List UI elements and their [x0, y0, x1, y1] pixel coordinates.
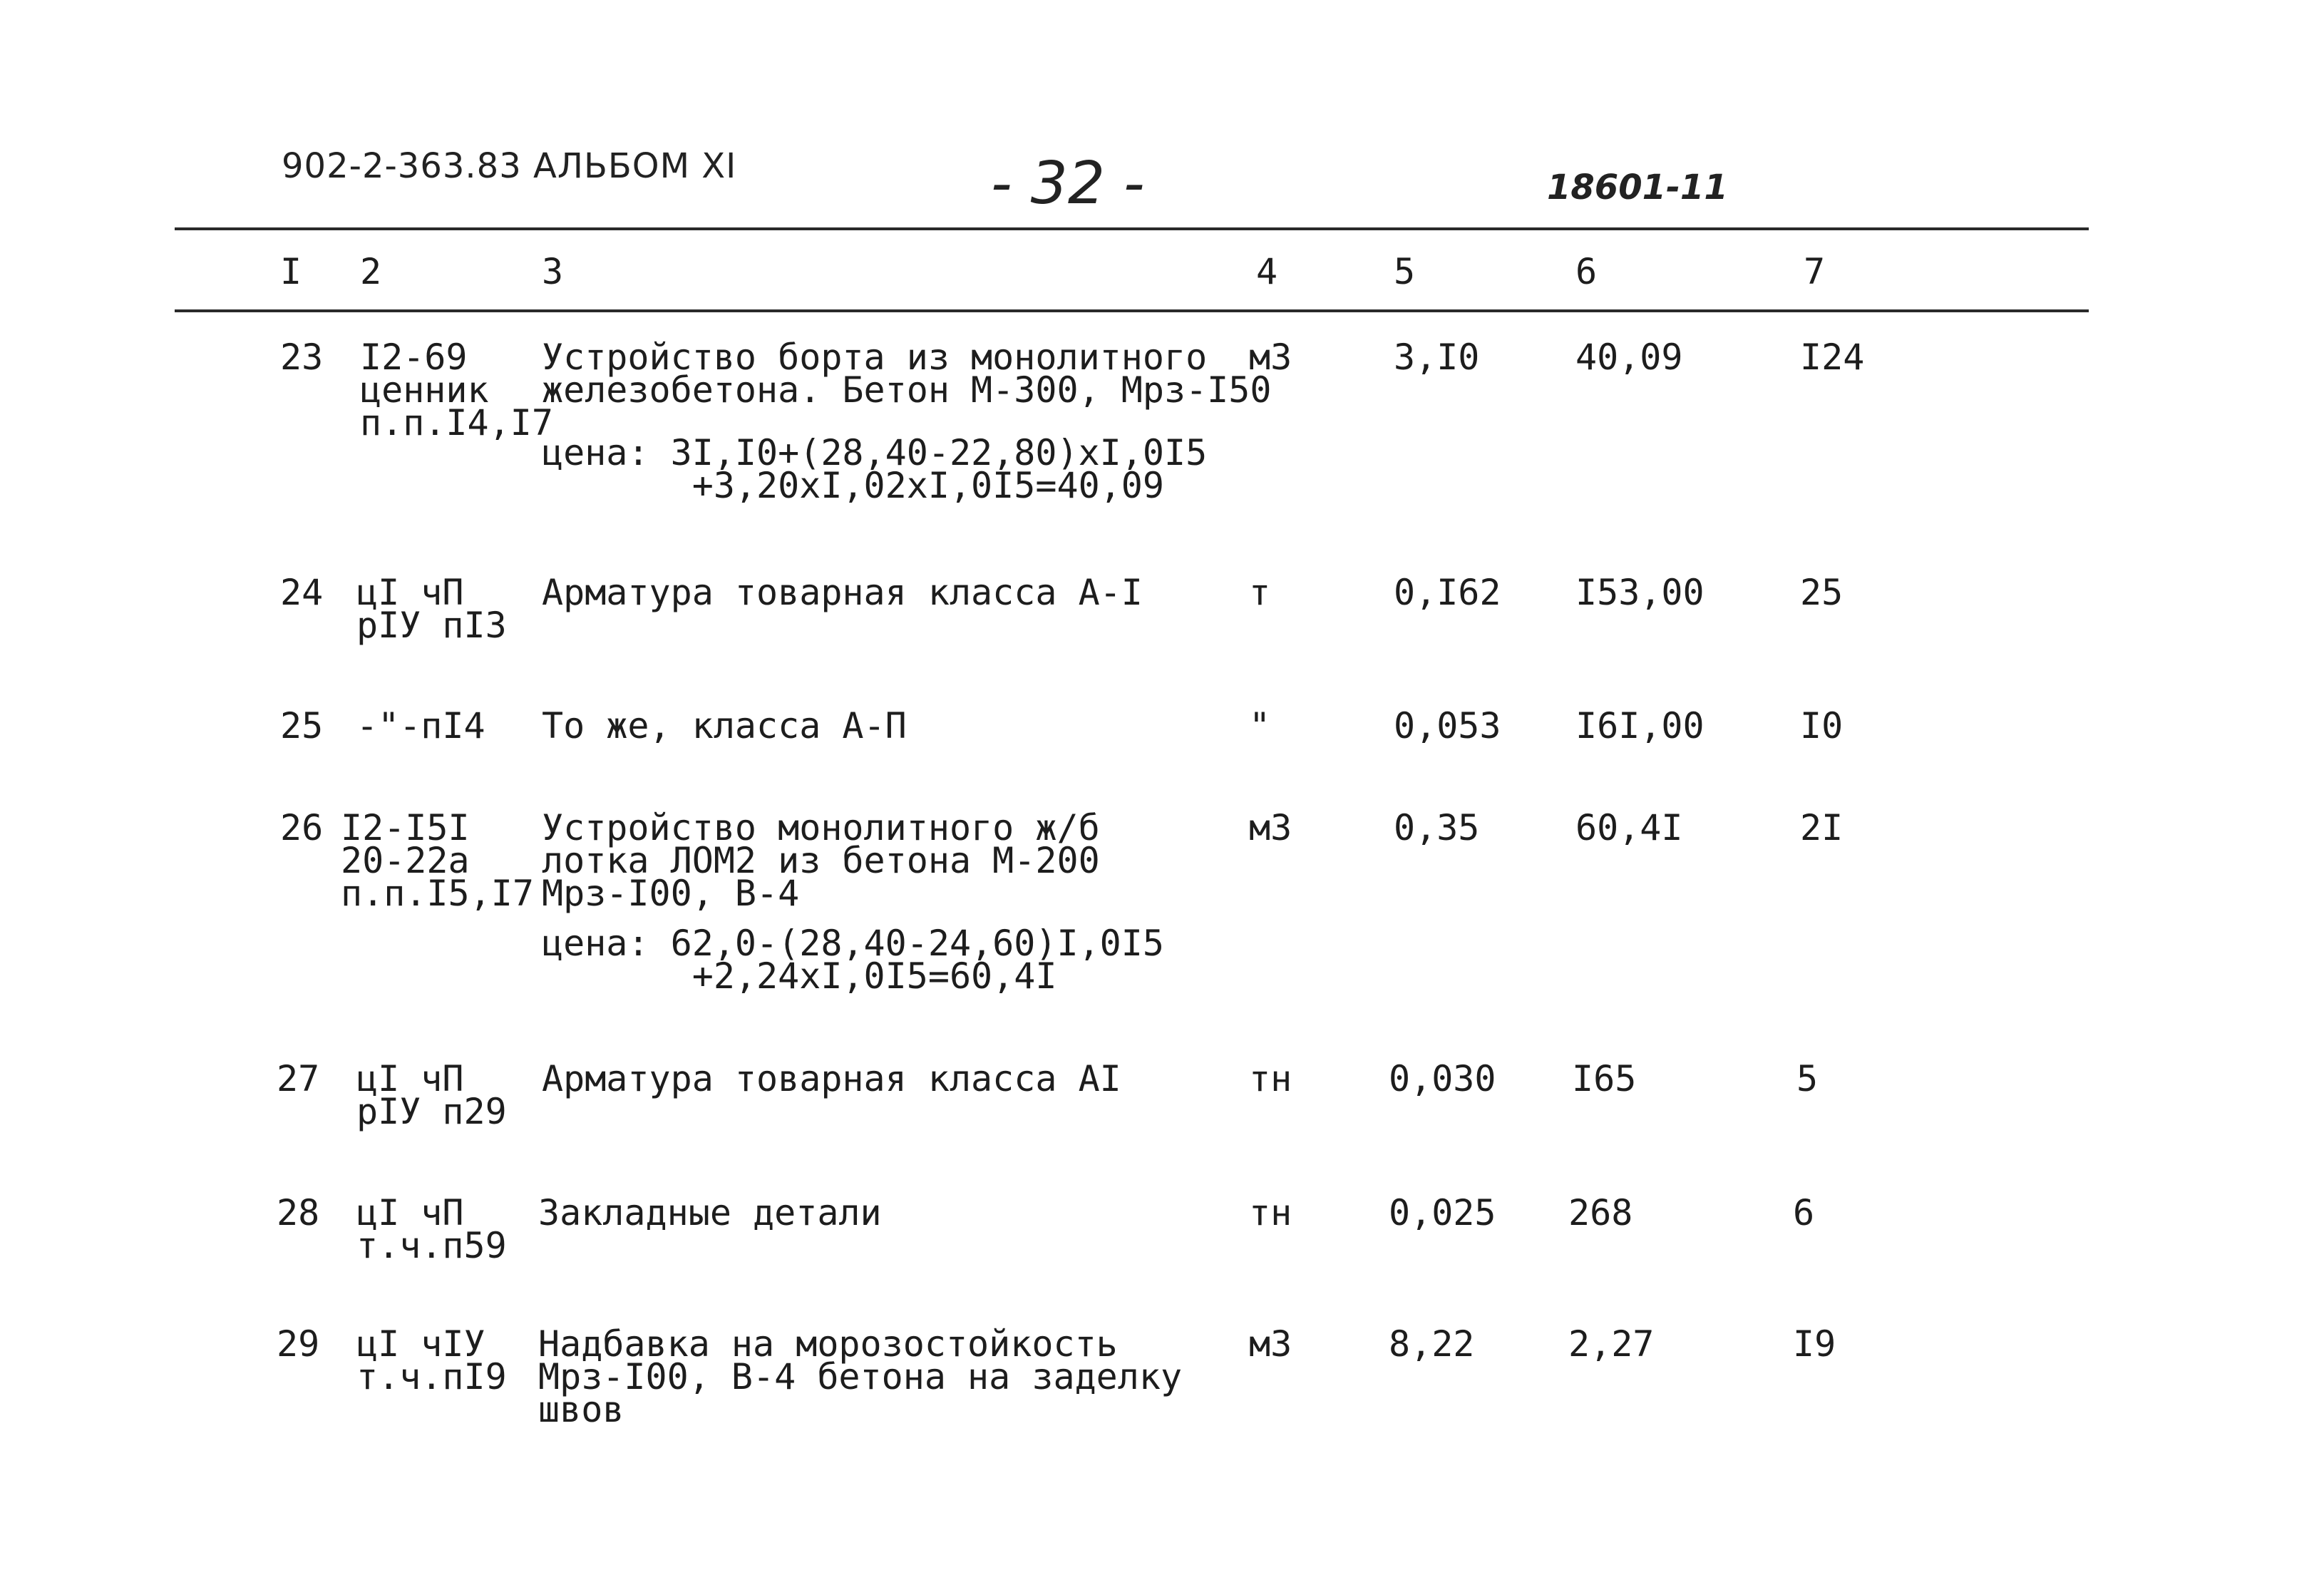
row-unit-price: I53,00 [1575, 572, 1705, 613]
row-total: 2I [1800, 807, 1844, 848]
row-total: 25 [1800, 572, 1844, 613]
row-total: I24 [1800, 337, 1865, 378]
page-number: - 32 - [991, 150, 1145, 217]
row-total: I9 [1793, 1323, 1836, 1365]
row-code: цI чП рIУ п29 [356, 1058, 507, 1132]
row-number: 25 [280, 705, 324, 747]
row-unit: м3 [1249, 807, 1292, 848]
row-name: Устройство монолитного ж/б лотка ЛОМ2 из бетона М-200 Мрз-I00, В-4 [542, 807, 1100, 914]
row-unit: " [1249, 705, 1271, 747]
document-reference: 18601-11 [1547, 168, 1728, 207]
price-calculation: цена: 62,0-(28,40-24,60)I,0I5 +2,24хI,0I5=60,4I [542, 923, 1164, 997]
row-number: 24 [280, 572, 324, 613]
row-quantity: 0,025 [1389, 1192, 1496, 1233]
price-calculation: цена: 3I,I0+(28,40-22,80)хI,0I5 +3,20хI,02хI,0I5=40,09 [542, 432, 1208, 506]
table-top-rule [175, 227, 2089, 230]
row-code: I2-I5I 20-22а п.п.I5,I7 [341, 807, 534, 914]
row-unit-price: I6I,00 [1575, 705, 1705, 747]
row-number: 27 [277, 1058, 320, 1099]
row-name: Закладные детали [538, 1192, 882, 1233]
column-header: 7 [1804, 251, 1826, 292]
row-code: цI чIУ т.ч.пI9 [356, 1323, 507, 1397]
row-number: 26 [280, 807, 324, 848]
row-total: 5 [1796, 1058, 1819, 1099]
row-name: Арматура товарная класса А-I [542, 572, 1143, 613]
column-header: 6 [1575, 251, 1598, 292]
row-unit-price: 268 [1568, 1192, 1633, 1233]
row-unit: тн [1249, 1192, 1292, 1233]
row-unit: м3 [1249, 337, 1292, 378]
row-number: 23 [280, 337, 324, 378]
row-unit-price: I65 [1572, 1058, 1637, 1099]
row-quantity: 0,I62 [1394, 572, 1501, 613]
row-unit-price: 2,27 [1568, 1323, 1655, 1365]
column-header: 5 [1394, 251, 1416, 292]
row-name: Устройство борта из монолитного железобетона. Бетон М-300, Мрз-I50 [542, 337, 1272, 411]
column-header: I [280, 251, 302, 292]
row-code: -"-пI4 [356, 705, 485, 747]
column-header: 3 [542, 251, 564, 292]
row-unit-price: 60,4I [1575, 807, 1683, 848]
table-header-rule [175, 309, 2089, 312]
row-name: Надбавка на морозостойкость Мрз-I00, В-4 бетона на заделку швов [538, 1323, 1183, 1430]
column-header: 4 [1256, 251, 1278, 292]
row-name: Арматура товарная класса АI [542, 1058, 1121, 1099]
row-name: То же, класса А-П [542, 705, 907, 747]
row-quantity: 0,35 [1394, 807, 1480, 848]
row-quantity: 0,030 [1389, 1058, 1496, 1099]
row-unit: м3 [1249, 1323, 1292, 1365]
row-number: 29 [277, 1323, 320, 1365]
row-total: 6 [1793, 1192, 1815, 1233]
row-quantity: 8,22 [1389, 1323, 1475, 1365]
column-header: 2 [360, 251, 382, 292]
row-unit: тн [1249, 1058, 1292, 1099]
row-code: цI чП т.ч.п59 [356, 1192, 507, 1266]
document-code: 902-2-363.83 АЛЬБОМ XI [282, 146, 737, 186]
row-number: 28 [277, 1192, 320, 1233]
row-unit-price: 40,09 [1575, 337, 1683, 378]
row-quantity: 0,053 [1394, 705, 1501, 747]
row-code: I2-69 ценник п.п.I4,I7 [360, 337, 553, 443]
row-code: цI чП рIУ пI3 [356, 572, 507, 646]
row-total: I0 [1800, 705, 1844, 747]
row-unit: т [1249, 572, 1271, 613]
row-quantity: 3,I0 [1394, 337, 1480, 378]
